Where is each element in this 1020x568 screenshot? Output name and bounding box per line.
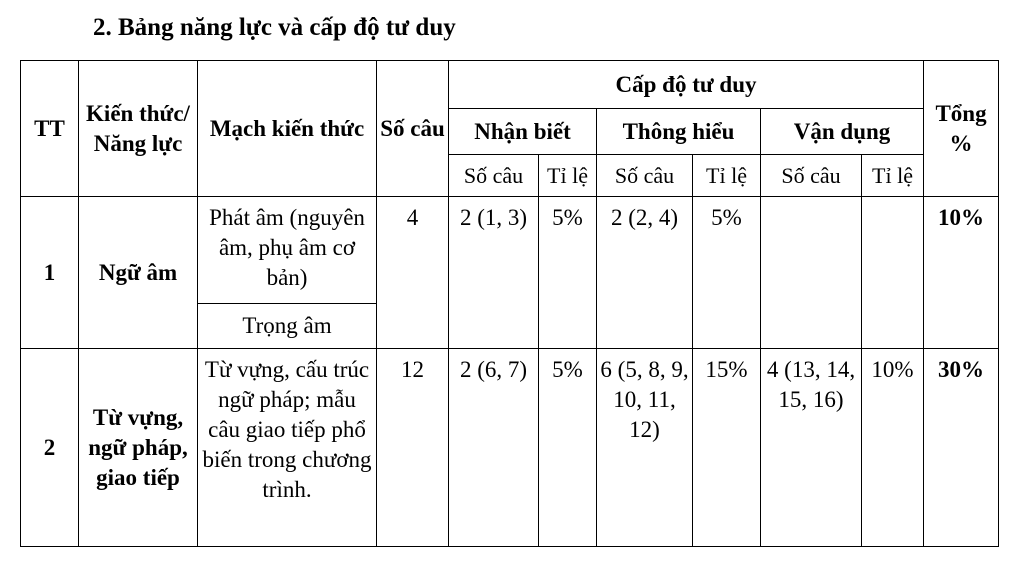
- header-mach-kien-thuc: Mạch kiến thức: [198, 61, 377, 197]
- row2-so-cau: 12: [377, 349, 449, 547]
- row2-vd-so-cau: 4 (13, 14, 15, 16): [761, 349, 862, 547]
- header-kien-thuc: Kiến thức/ Năng lực: [79, 61, 198, 197]
- row2-th-so-cau: 6 (5, 8, 9, 10, 11, 12): [597, 349, 693, 547]
- row1-nb-so-cau: 2 (1, 3): [449, 197, 539, 349]
- row2-tt: 2: [21, 349, 79, 547]
- row2-th-ti-le: 15%: [693, 349, 761, 547]
- row1-vd-so-cau: [761, 197, 862, 349]
- row2-kien-thuc: Từ vựng, ngữ pháp, giao tiếp: [79, 349, 198, 547]
- header-cap-do-tu-duy: Cấp độ tư duy: [449, 61, 924, 109]
- row1-kien-thuc: Ngữ âm: [79, 197, 198, 349]
- subheader-th-so-cau: Số câu: [597, 155, 693, 197]
- row2-mach: Từ vựng, cấu trúc ngữ pháp; mẫu câu giao tiếp phổ biến trong chương trình.: [198, 349, 377, 547]
- row1-th-so-cau: 2 (2, 4): [597, 197, 693, 349]
- competency-table: [20, 60, 999, 547]
- subheader-vd-so-cau: Số câu: [761, 155, 862, 197]
- header-so-cau: Số câu: [377, 61, 449, 197]
- row2-vd-ti-le: 10%: [862, 349, 924, 547]
- header-tong: Tổng %: [924, 61, 999, 197]
- row2-tong: 30%: [924, 349, 999, 547]
- row2-nb-ti-le: 5%: [539, 349, 597, 547]
- row1-tt: 1: [21, 197, 79, 349]
- header-thong-hieu: Thông hiểu: [597, 109, 761, 155]
- row1-nb-ti-le: 5%: [539, 197, 597, 349]
- header-tt: TT: [21, 61, 79, 197]
- row1-vd-ti-le: [862, 197, 924, 349]
- row1-th-ti-le: 5%: [693, 197, 761, 349]
- subheader-nb-ti-le: Tỉ lệ: [539, 155, 597, 197]
- row1-tong: 10%: [924, 197, 999, 349]
- header-nhan-biet: Nhận biết: [449, 109, 597, 155]
- row1-mach-phat-am: Phát âm (nguyên âm, phụ âm cơ bản): [198, 197, 377, 304]
- subheader-th-ti-le: Tỉ lệ: [693, 155, 761, 197]
- section-title: 2. Bảng năng lực và cấp độ tư duy: [93, 14, 456, 41]
- header-van-dung: Vận dụng: [761, 109, 924, 155]
- subheader-nb-so-cau: Số câu: [449, 155, 539, 197]
- row2-nb-so-cau: 2 (6, 7): [449, 349, 539, 547]
- subheader-vd-ti-le: Tỉ lệ: [862, 155, 924, 197]
- row1-mach-trong-am: Trọng âm: [198, 304, 377, 349]
- row1-so-cau: 4: [377, 197, 449, 349]
